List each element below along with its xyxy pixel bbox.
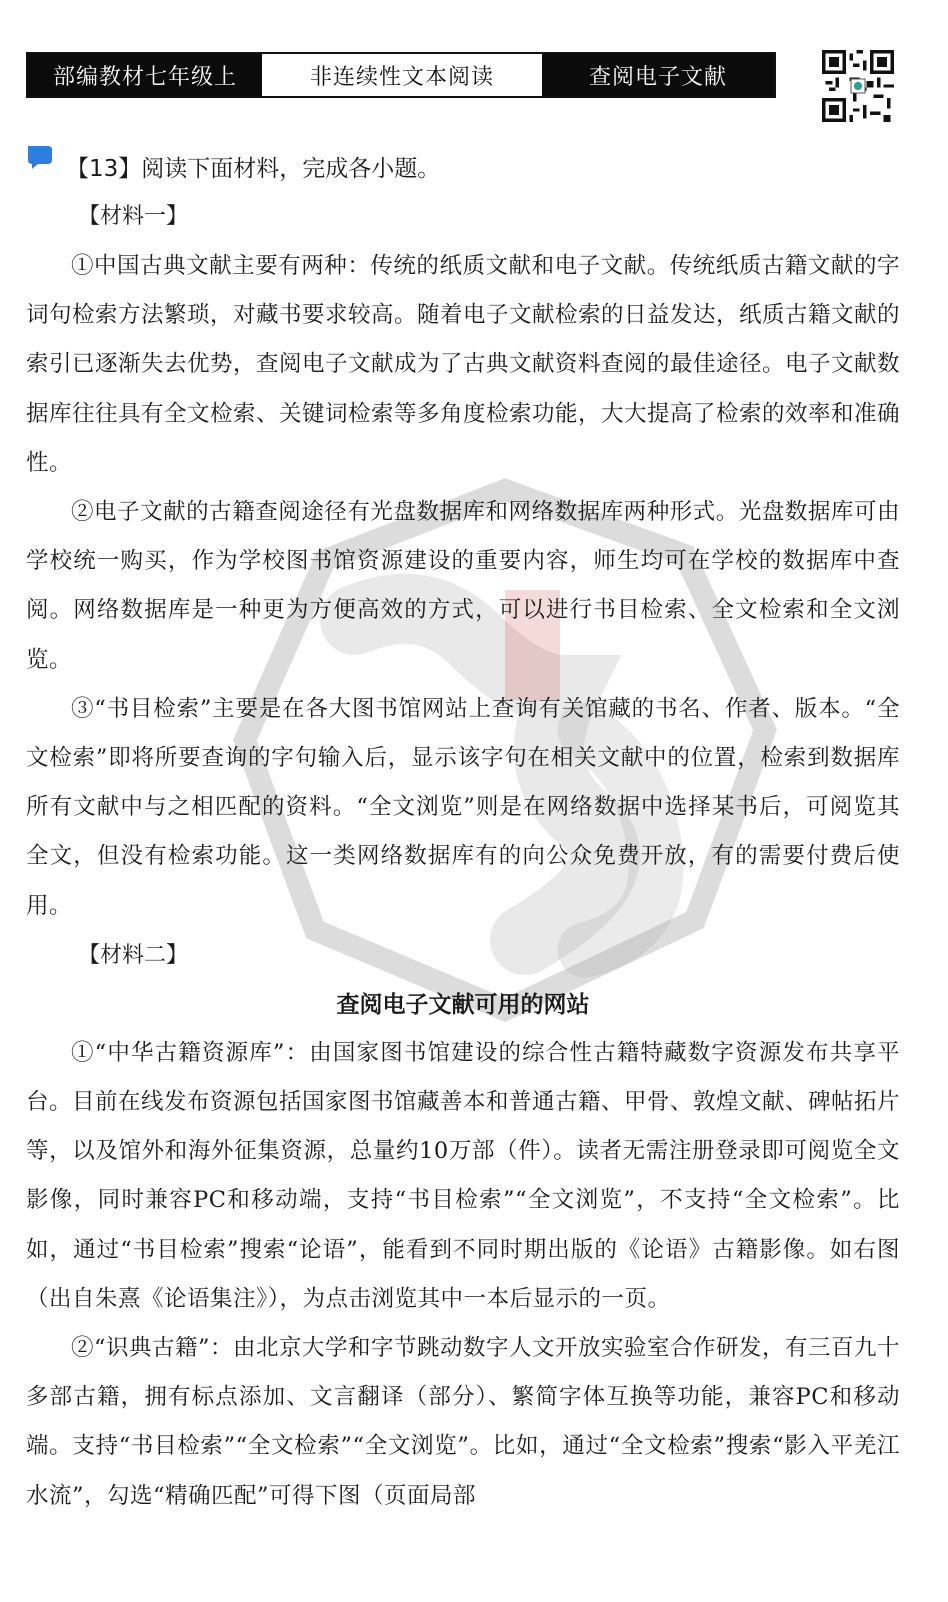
qr-code (822, 50, 894, 122)
material-1-paragraph-2: ②电子文献的古籍查阅途径有光盘数据库和网络数据库两种形式。光盘数据库可由学校统一购买，作为学校图书馆资源建设的重要内容，师生均可在学校的数据库中查阅。网络数据库是一种更为方便高效的方式，可以进行书目检索、全文检索和全文浏览。 (26, 499, 900, 673)
document-content (26, 140, 900, 1521)
material-2-paragraph-2: ②“识典古籍”：由北京大学和字节跳动数字人文开放实验室合作研发，有三百九十多部古籍，拥有标点添加、文言翻译（部分）、繁简字体互换等功能，兼容PC和移动端。支持“书目检索”“全文检索”“全文浏览”。比如，通过“全文检索”搜索“影入平羌江水流”，勾选“精确匹配”可得下图（页面局部 (26, 1335, 901, 1509)
bookmark-icon (26, 144, 54, 170)
header-grade: 部编教材七年级上 (28, 54, 262, 96)
header-unit: 非连续性文本阅读 (262, 54, 542, 96)
question-line (26, 140, 900, 192)
material-1-paragraph-3: ③“书目检索”主要是在各大图书馆网站上查询有关馆藏的书名、作者、版本。“全文检索”即将所要查询的字句输入后，显示该字句在相关文献中的位置，检索到数据库所有文献中与之相匹配的资料。“全文浏览”则是在网络数据中选择某书后，可阅览其全文，但没有检索功能。这一类网络数据库有的向公众免费开放，有的需要付费后使用。 (26, 695, 900, 919)
material-2-heading: 【材料二】 (78, 942, 189, 968)
header-topic: 查阅电子文献 (542, 54, 774, 96)
header-bar (26, 52, 776, 98)
material-1-paragraph-1: ①中国古典文献主要有两种：传统的纸质文献和电子文献。传统纸质古籍文献的字词句检索方法繁琐，对藏书要求较高。随着电子文献检索的日益发达，纸质古籍文献的索引已逐渐失去优势，查阅电子文献成为了古典文献资料查阅的最佳途径。电子文献数据库往往具有全文检索、关键词检索等多角度检索功能，大大提高了检索的效率和准确性。 (26, 253, 901, 476)
question-text: 【13】阅读下面材料，完成各小题。 (66, 155, 441, 182)
material-2-title: 查阅电子文献可用的网站 (336, 991, 590, 1018)
material-2-paragraph-1: ①“中华古籍资源库”：由国家图书馆建设的综合性古籍特藏数字资源发布共享平台。目前在线发布资源包括国家图书馆藏善本和普通古籍、甲骨、敦煌文献、碑帖拓片等，以及馆外和海外征集资源，总量约10万部（件）。读者无需注册登录即可阅览全文影像，同时兼容PC和移动端，支持“书目检索”“全文浏览”，不支持“全文检索”。比如，通过“书目检索”搜索“论语”，能看到不同时期出版的《论语》古籍影像。如右图（出自朱熹《论语集注》），为点击浏览其中一本后显示的一页。 (26, 1039, 901, 1312)
material-1-heading: 【材料一】 (78, 204, 189, 229)
